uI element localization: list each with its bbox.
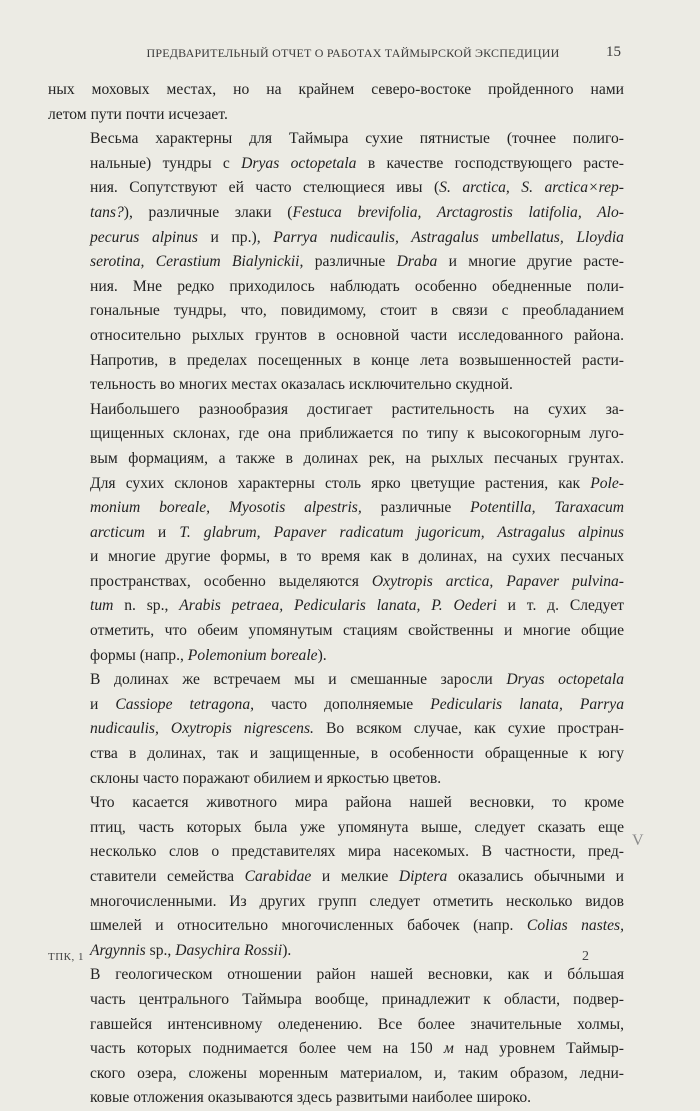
text-run: ), различные злаки ( (123, 203, 293, 221)
text-run: Наибольшего разнообразия достигает растительность на сухих за- (90, 400, 624, 418)
text-line (48, 816, 624, 841)
text-run: несколько слов о представителях мира насекомых. В частности, пред- (90, 843, 624, 861)
text-run: В геологическом отношении район нашей весновки, как и бóльшая (90, 966, 624, 984)
text-run: n. sp., (113, 597, 180, 615)
latin-taxon-name: Dasychira Rossii (175, 941, 283, 959)
paragraph (48, 668, 624, 791)
text-run: в качестве господствующего расте- (356, 154, 625, 172)
text-line (48, 914, 624, 939)
text-line (48, 226, 624, 251)
text-line (48, 127, 624, 152)
text-line (48, 545, 624, 570)
text-run: птиц, часть которых была уже упомянута выше, следует сказать еще (90, 818, 624, 836)
text-line (48, 349, 624, 374)
text-run: щищенных склонах, где она приближается по типу к высокогорным луго- (90, 425, 624, 443)
text-line (48, 472, 624, 497)
printer-signature: ТПК, 1 (48, 951, 84, 963)
text-line (48, 521, 624, 546)
text-run: и многие другие расте- (437, 253, 624, 271)
paragraph (48, 398, 624, 669)
text-run: ния. Мне редко приходилось наблюдать особенно обедненные поли- (90, 277, 624, 295)
text-line (48, 963, 624, 988)
text-line (48, 299, 624, 324)
text-run: ных моховых местах, но на крайнем северо-востоке пройденного нами (48, 81, 624, 98)
text-run: ства в долинах, так и защищенные, в особенности обращенные к югу (90, 745, 624, 763)
latin-taxon-name: Parrya nudicaulis, Astragalus umbellatus, Lloydia (273, 228, 624, 246)
text-run: Что касается животного мира района нашей весновки, то кроме (90, 794, 624, 812)
text-run: многочисленными. Из других групп следует отметить несколько видов (90, 892, 624, 910)
latin-taxon-name: Oxytropis arctica, Papaver pulvina- (371, 572, 624, 590)
text-line (48, 693, 624, 718)
latin-taxon-name: Festuca brevifolia, Arctagrostis latifolia, Alo- (292, 203, 624, 221)
text-line (48, 250, 624, 275)
text-run: и т. д. Следует (496, 597, 624, 615)
latin-taxon-name: Diptera (398, 868, 448, 885)
latin-taxon-name: Pedicularis lanata, Parrya (430, 695, 624, 713)
text-run: отметить, что обеим упомянутым стациям свойственны и многие общие (90, 622, 624, 640)
text-run: Для сухих склонов характерны столь ярко цветущие растения, как (90, 474, 591, 492)
text-run: склоны часто поражают обилием и яркостью цветов. (90, 769, 442, 787)
text-run: ставители семейства (90, 868, 245, 885)
latin-taxon-name: S. arctica, S. arctica×rep- (439, 179, 624, 197)
paragraph (48, 791, 624, 963)
latin-taxon-name: Argynnis (90, 941, 146, 959)
body-text (48, 78, 624, 1111)
text-line (48, 78, 624, 103)
sheet-number: 2 (582, 949, 589, 964)
text-line (48, 398, 624, 423)
text-run: над уровнем Таймыр- (453, 1040, 624, 1058)
paragraph (48, 963, 624, 1111)
text-line (48, 791, 624, 816)
paragraph (48, 78, 624, 127)
text-line (48, 275, 624, 300)
text-line (48, 988, 624, 1013)
text-line (48, 201, 624, 226)
text-run: ского озера, сложены моренным материалом, и, таким образом, ледни- (90, 1064, 624, 1082)
latin-taxon-name: Carabidae (244, 868, 312, 885)
latin-taxon-name: tans? (90, 203, 124, 221)
text-line (48, 594, 624, 619)
text-line (48, 176, 624, 201)
latin-taxon-name: Pole- (590, 474, 624, 492)
running-header: ПРЕДВАРИТЕЛЬНЫЙ ОТЧЕТ О РАБОТАХ ТАЙМЫРСКОЙ ЭКСПЕДИЦИИ (146, 46, 560, 60)
text-line (48, 1062, 624, 1087)
margin-pencil-mark: V (632, 832, 644, 849)
text-line (48, 717, 624, 742)
text-line (48, 496, 624, 521)
text-line (48, 152, 624, 177)
text-line (48, 890, 624, 915)
latin-taxon-name: Arabis petraea, Pedicularis lanata, P. Oederi (179, 597, 497, 615)
text-line (48, 939, 624, 964)
text-line (48, 742, 624, 767)
text-run: В долинах же встречаем мы и смешанные заросли (90, 671, 507, 689)
text-line (48, 373, 624, 398)
text-run: тельность во многих местах оказалась исключительно скудной. (90, 376, 513, 394)
text-run: гональные тундры, что, повидимому, стоит в связи с преобладанием (90, 302, 624, 320)
latin-taxon-name: nudicaulis, Oxytropis nigrescens. (90, 720, 314, 738)
text-run: нальные) тундры с (90, 154, 242, 172)
latin-taxon-name: м (443, 1040, 454, 1058)
text-run: Напротив, в пределах посещенных в конце лета возвышенностей расти- (90, 351, 624, 369)
text-run: формы (напр., (90, 646, 188, 664)
text-line (48, 1037, 624, 1062)
text-run: ). (282, 941, 292, 959)
text-line (48, 324, 624, 349)
text-run: летом пути почти исчезает. (48, 105, 228, 123)
text-line (48, 840, 624, 865)
latin-taxon-name: T. glabrum, Papaver radicatum jugoricum, Astragalus alpinus (179, 523, 624, 541)
latin-taxon-name: Draba (396, 253, 438, 271)
latin-taxon-name: Cassiope tetragona, (115, 695, 255, 713)
text-line (48, 767, 624, 792)
text-line (48, 644, 624, 669)
latin-taxon-name: arcticum (90, 523, 145, 541)
paragraph (48, 127, 624, 398)
text-run: ковые отложения оказываются здесь развитыми наиболее широко. (90, 1089, 532, 1107)
latin-taxon-name: tum (90, 597, 114, 615)
text-run: пространствах, особенно выделяются (90, 572, 372, 590)
text-run: и (144, 523, 180, 541)
text-line (48, 103, 624, 128)
text-run: вым формациям, а также в долинах рек, на рыхлых песчаных грунтах. (90, 449, 624, 467)
text-run: оказались обычными и (447, 868, 624, 885)
text-run: и (90, 695, 116, 713)
text-run: часть центрального Таймыра вообще, принадлежит к области, подвер- (90, 990, 624, 1008)
latin-taxon-name: Colias nastes, (526, 917, 624, 935)
text-run: часть которых поднимается более чем на 150 (90, 1040, 444, 1058)
text-line (48, 447, 624, 472)
latin-taxon-name: Dryas octopetala (241, 154, 357, 172)
text-run: различные (303, 253, 397, 271)
latin-taxon-name: pecurus alpinus (90, 228, 198, 246)
latin-taxon-name: Potentilla, Taraxacum (470, 499, 625, 517)
text-run: часто дополняемые (254, 695, 431, 713)
text-line (48, 422, 624, 447)
text-line (48, 619, 624, 644)
text-line (48, 1013, 624, 1038)
text-run: различные (361, 499, 471, 517)
text-run: sp., (145, 941, 176, 959)
text-run: ния. Сопутствуют ей часто стелющиеся ивы ( (90, 179, 440, 197)
text-run: Во всяком случае, как сухие простран- (313, 720, 624, 738)
text-run: и многие другие формы, в то время как в долинах, на сухих песчаных (90, 548, 624, 566)
text-run: и пр.), (197, 228, 274, 246)
text-run: шмелей и относительно многочисленных бабочек (напр. (90, 917, 527, 935)
latin-taxon-name: Dryas octopetala (506, 671, 624, 689)
text-run: ). (317, 646, 327, 664)
latin-taxon-name: serotina, Cerastium Bialynickii, (90, 253, 304, 271)
text-run: и мелкие (311, 868, 399, 885)
text-line (48, 668, 624, 693)
text-run: гавшейся интенсивному оледенению. Все более значительные холмы, (90, 1015, 624, 1033)
text-line (48, 1086, 624, 1111)
latin-taxon-name: Polemonium boreale (187, 646, 318, 664)
latin-taxon-name: monium boreale, Myosotis alpestris, (90, 499, 362, 517)
text-run: относительно рыхлых грунтов в основной части исследованного района. (90, 326, 624, 344)
text-line (48, 570, 624, 595)
text-run: Весьма характерны для Таймыра сухие пятнистые (точнее полиго- (90, 130, 624, 148)
text-line (48, 865, 624, 890)
page-number: 15 (606, 44, 621, 60)
